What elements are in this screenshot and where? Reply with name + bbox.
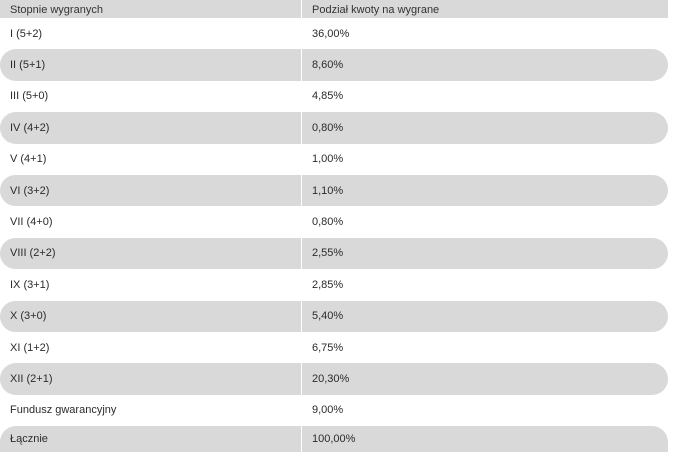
table-row <box>0 269 668 300</box>
table-head <box>0 0 668 18</box>
table-row <box>0 175 668 206</box>
cell-tier: VII (4+0) <box>0 206 302 237</box>
cell-share: 0,80% <box>302 112 668 143</box>
cell-tier: XI (1+2) <box>0 332 302 363</box>
table-row <box>0 363 668 394</box>
table-row <box>0 426 668 452</box>
table-row <box>0 395 668 426</box>
cell-share: 0,80% <box>302 206 668 237</box>
cell-share: 100,00% <box>302 426 668 452</box>
cell-tier: VIII (2+2) <box>0 238 302 269</box>
cell-tier: IV (4+2) <box>0 112 302 143</box>
table-row <box>0 81 668 112</box>
table-row <box>0 49 668 80</box>
table-row <box>0 112 668 143</box>
cell-tier: XII (2+1) <box>0 363 302 394</box>
cell-share: 6,75% <box>302 332 668 363</box>
table-row <box>0 238 668 269</box>
cell-share: 9,00% <box>302 395 668 426</box>
table-body <box>0 18 668 452</box>
table-row <box>0 18 668 49</box>
table-row <box>0 301 668 332</box>
cell-tier: III (5+0) <box>0 81 302 112</box>
cell-share: 2,85% <box>302 269 668 300</box>
cell-tier: Łącznie <box>0 426 302 452</box>
cell-share: 5,40% <box>302 301 668 332</box>
cell-share: 1,10% <box>302 175 668 206</box>
table-row <box>0 206 668 237</box>
cell-tier: Fundusz gwarancyjny <box>0 395 302 426</box>
cell-tier: IX (3+1) <box>0 269 302 300</box>
table-header-row <box>0 0 668 18</box>
cell-share: 1,00% <box>302 144 668 175</box>
column-header-tier: Stopnie wygranych <box>0 0 302 18</box>
cell-tier: II (5+1) <box>0 49 302 80</box>
cell-tier: I (5+2) <box>0 18 302 49</box>
column-header-share: Podział kwoty na wygrane <box>302 0 668 18</box>
cell-share: 8,60% <box>302 49 668 80</box>
cell-tier: X (3+0) <box>0 301 302 332</box>
table-row <box>0 332 668 363</box>
cell-share: 4,85% <box>302 81 668 112</box>
table-row <box>0 144 668 175</box>
cell-share: 36,00% <box>302 18 668 49</box>
cell-share: 20,30% <box>302 363 668 394</box>
cell-share: 2,55% <box>302 238 668 269</box>
cell-tier: V (4+1) <box>0 144 302 175</box>
cell-tier: VI (3+2) <box>0 175 302 206</box>
